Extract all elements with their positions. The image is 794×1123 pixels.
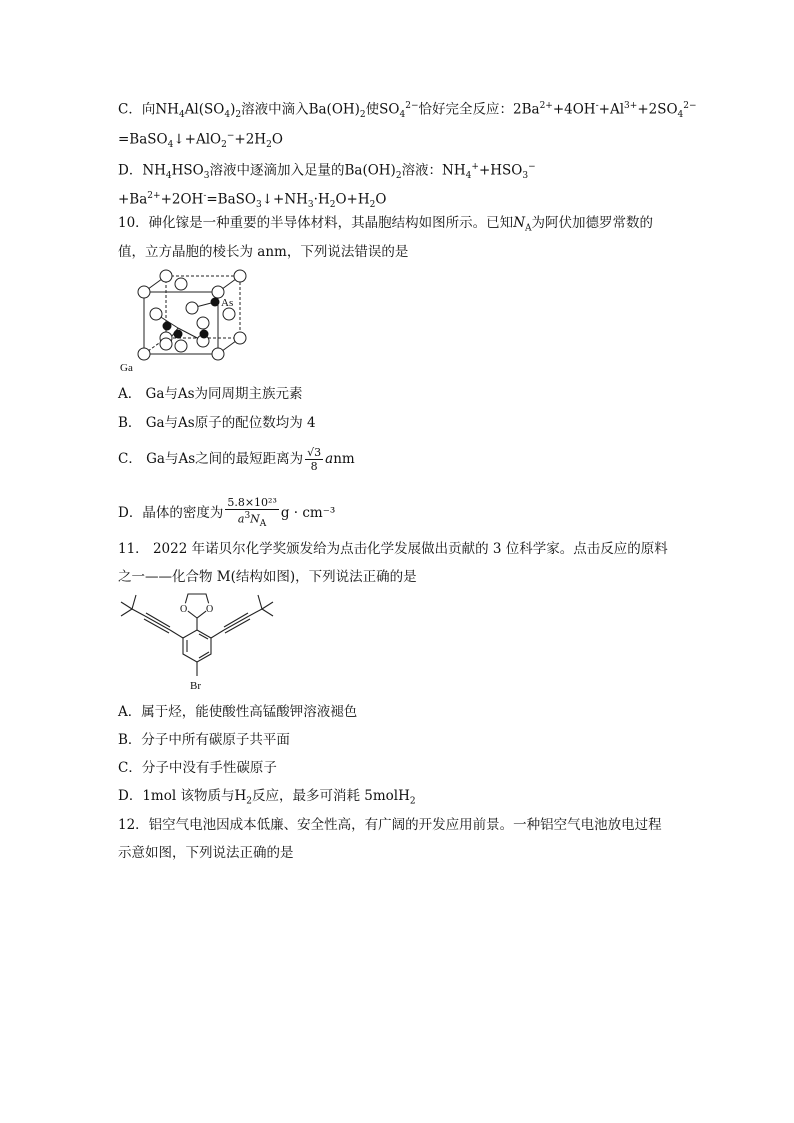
q10-stem-line2: 值，立方晶胞的棱长为 anm，下列说法错误的是	[118, 244, 409, 260]
gaas-unit-cell-figure	[118, 268, 252, 374]
compound-m-structure	[118, 590, 276, 698]
q12-stem-line2: 示意如图，下列说法正确的是	[118, 845, 294, 861]
br-label: Br	[190, 680, 201, 692]
sqrt3-over-8-fraction: $\frac{√3}{8}$	[307, 446, 322, 473]
q10-option-d: D．晶体的密度为 $\frac{\text{5.8×10²³}}{a^3N_A}$ g · cm⁻³	[118, 496, 336, 529]
q10-option-a: A． Ga与As为同周期主族元素	[118, 386, 303, 402]
q9-option-c-line1: C．向$NH_4Al(SO_4)_2$溶液中滴入$Ba(OH)_2$使$SO_4^{2-}$恰好完全反应：$2Ba^{2+}+4OH^-+Al^{3+}+2SO_4^{2-}$	[118, 101, 697, 121]
q12-stem-line1: 12．铝空气电池因成本低廉、安全性高，有广阔的开发应用前景。一种铝空气电池放电过程	[118, 817, 662, 833]
oxygen-label-left: O	[180, 604, 188, 615]
q10-option-c: C． Ga与As之间的最短距离为 $\frac{√3}{8}$ anm	[118, 446, 355, 473]
as-label: As	[221, 297, 234, 309]
q11-stem-line2: 之一——化合物 M(结构如图)，下列说法正确的是	[118, 569, 417, 585]
q11-option-a: A．属于烃，能使酸性高锰酸钾溶液褪色	[118, 704, 358, 720]
oxygen-label-right: O	[206, 604, 214, 615]
q11-option-b: B．分子中所有碳原子共平面	[118, 732, 290, 748]
ga-label: Ga	[120, 362, 133, 374]
q9-option-c-line2: $=BaSO_4↓+AlO_2^-+2H_2O$	[118, 131, 283, 151]
q11-stem-line1: 11． 2022 年诺贝尔化学奖颁发给为点击化学发展做出贡献的 3 位科学家。点击反应的原料	[118, 541, 668, 557]
q10-option-b: B． Ga与As原子的配位数均为 4	[118, 415, 316, 431]
q9-option-d-line2: $+Ba^{2+}+2OH^-=BaSO_3↓+NH_3\cdot H_2O+H_2O$	[118, 191, 387, 211]
q11-option-c: C．分子中没有手性碳原子	[118, 760, 277, 776]
q10-stem-line1: 10．砷化镓是一种重要的半导体材料，其晶胞结构如图所示。已知$N_A$为阿伏加德罗常数的	[118, 215, 653, 234]
q11-option-d: D．1mol 该物质与$H_2$反应，最多可消耗 5molH$_2$	[118, 788, 416, 807]
q9-option-d-line1: D．$NH_4HSO_3$溶液中逐滴加入足量的$Ba(OH)_2$溶液：$NH_4^++HSO_3^-$	[118, 162, 536, 182]
density-fraction: $\frac{\text{5.8×10²³}}{a^3N_A}$	[227, 496, 277, 529]
